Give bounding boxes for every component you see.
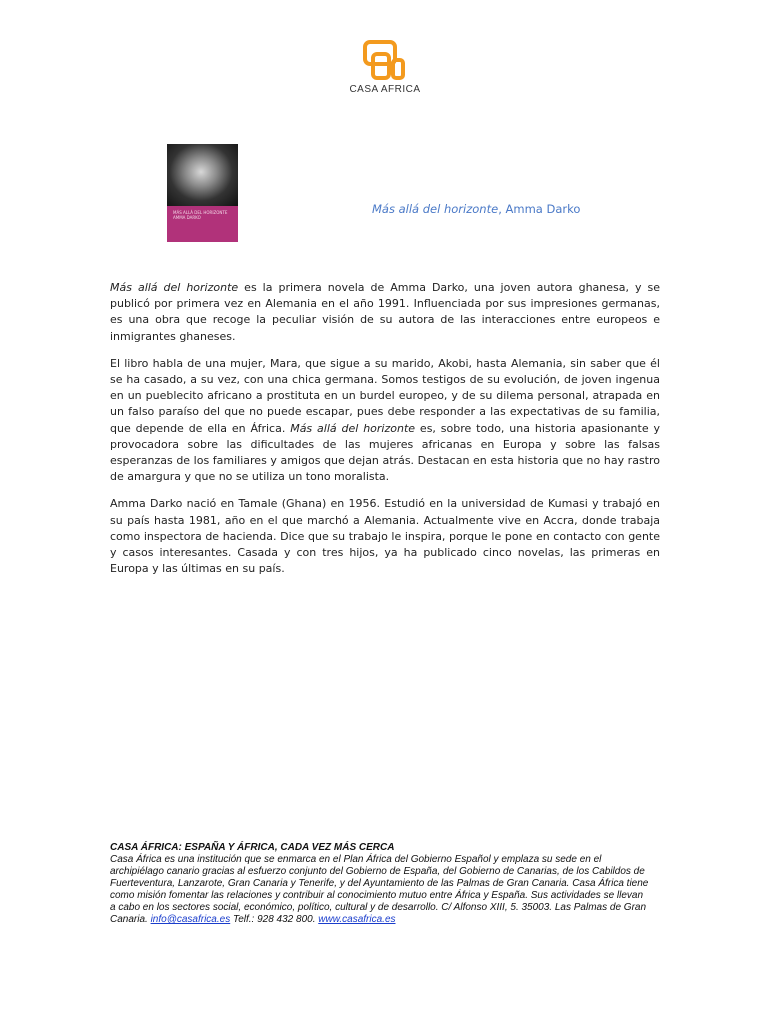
logo-text: CASA AFRICA (349, 84, 421, 95)
book-cover-image (167, 144, 238, 242)
casa-africa-logo (346, 40, 424, 100)
footer-website-link[interactable]: www.casafrica.es (318, 914, 396, 925)
casa-africa-logo-icon (363, 40, 407, 82)
footer-text: Casa África es una institución que se enmarca en el Plan África del Gobierno Español y emplaza su sede en el archipiélago canario gracias al esfuerzo conjunto del Gobierno de España, del Gobierno de Canarias, de los Cabildos de Fuerteventura, Lanzarote, Gran Canaria y Tenerife, y del Ayuntamiento de las Palmas de Gran Canaria. Casa África tiene como misión fomentar las relaciones y contribuir al conocimiento mutuo entre África y España. Sus actividades se llevan a cabo en los sectores social, económico, político, cultural y de desarrollo. C/ Alfonso XIII, 5. 35003. Las Palmas de Gran Canaria. (110, 854, 649, 925)
footer-text-block (110, 854, 650, 926)
article-body (110, 280, 660, 588)
paragraph-1 (110, 280, 660, 345)
book-title (372, 202, 580, 216)
paragraph-2-italic: Más allá del horizonte (290, 421, 416, 435)
paragraph-2 (110, 356, 660, 486)
book-title-italic: Más allá del horizonte (372, 202, 499, 216)
paragraph-2-text-b: es, sobre todo, una historia apasionante y provocadora sobre las dificultades de las mujeres africanas en Europa y sobre las falsas esperanzas de los familiares y amigos que dejan atrás. Destacan en esta historia que no hay rastro de amargura y que no se utiliza un tono moralista. (110, 421, 660, 484)
paragraph-1-text: es la primera novela de Amma Darko, una joven autora ghanesa, y se publicó por primera vez en Alemania en el año 1991. Influenciada por sus impresiones germanas, es una obra que recoge la peculiar visión de su autora de las interacciones entre europeos e inmigrantes ghaneses. (110, 281, 660, 343)
paragraph-1-italic: Más allá del horizonte (110, 281, 239, 294)
footer-email-link[interactable]: info@casafrica.es (150, 914, 231, 925)
paragraph-2-text-a: El libro habla de una mujer, Mara, que sigue a su marido, Akobi, hasta Alemania, sin saber que él se ha casado, a su vez, con una chica germana. Somos testigos de su evolución, de joven ingenua en un pueblecito africano a prostituta en un burdel europeo, y de su dilema personal, atrapada en un falso paraíso del que no puede escapar, pues debe responder a las expectativas de su familia, que depende de ella en África. (110, 356, 660, 435)
footer-phone: Telf.: 928 432 800. (230, 914, 319, 925)
cover-photo (167, 144, 238, 206)
paragraph-3: Amma Darko nació en Tamale (Ghana) en 1956. Estudió en la universidad de Kumasi y trabajó en su país hasta 1981, año en el que marchó a Alemania. Actualmente vive en Accra, donde trabaja como inspectora de hacienda. Dice que su trabajo le inspira, porque le pone en contacto con gente y casos interesantes. Casada y con tres hijos, ya ha publicado cinco novelas, las primeras en Europa y las últimas en su país. (110, 497, 660, 576)
cover-title: MÁS ALLÁ DEL HORIZONTE AMMA DARKO (173, 210, 228, 220)
footer-heading: CASA ÁFRICA: ESPAÑA Y ÁFRICA, CADA VEZ MÁS CERCA (110, 842, 395, 853)
footer (110, 842, 650, 926)
book-title-author: , Amma Darko (498, 202, 581, 216)
